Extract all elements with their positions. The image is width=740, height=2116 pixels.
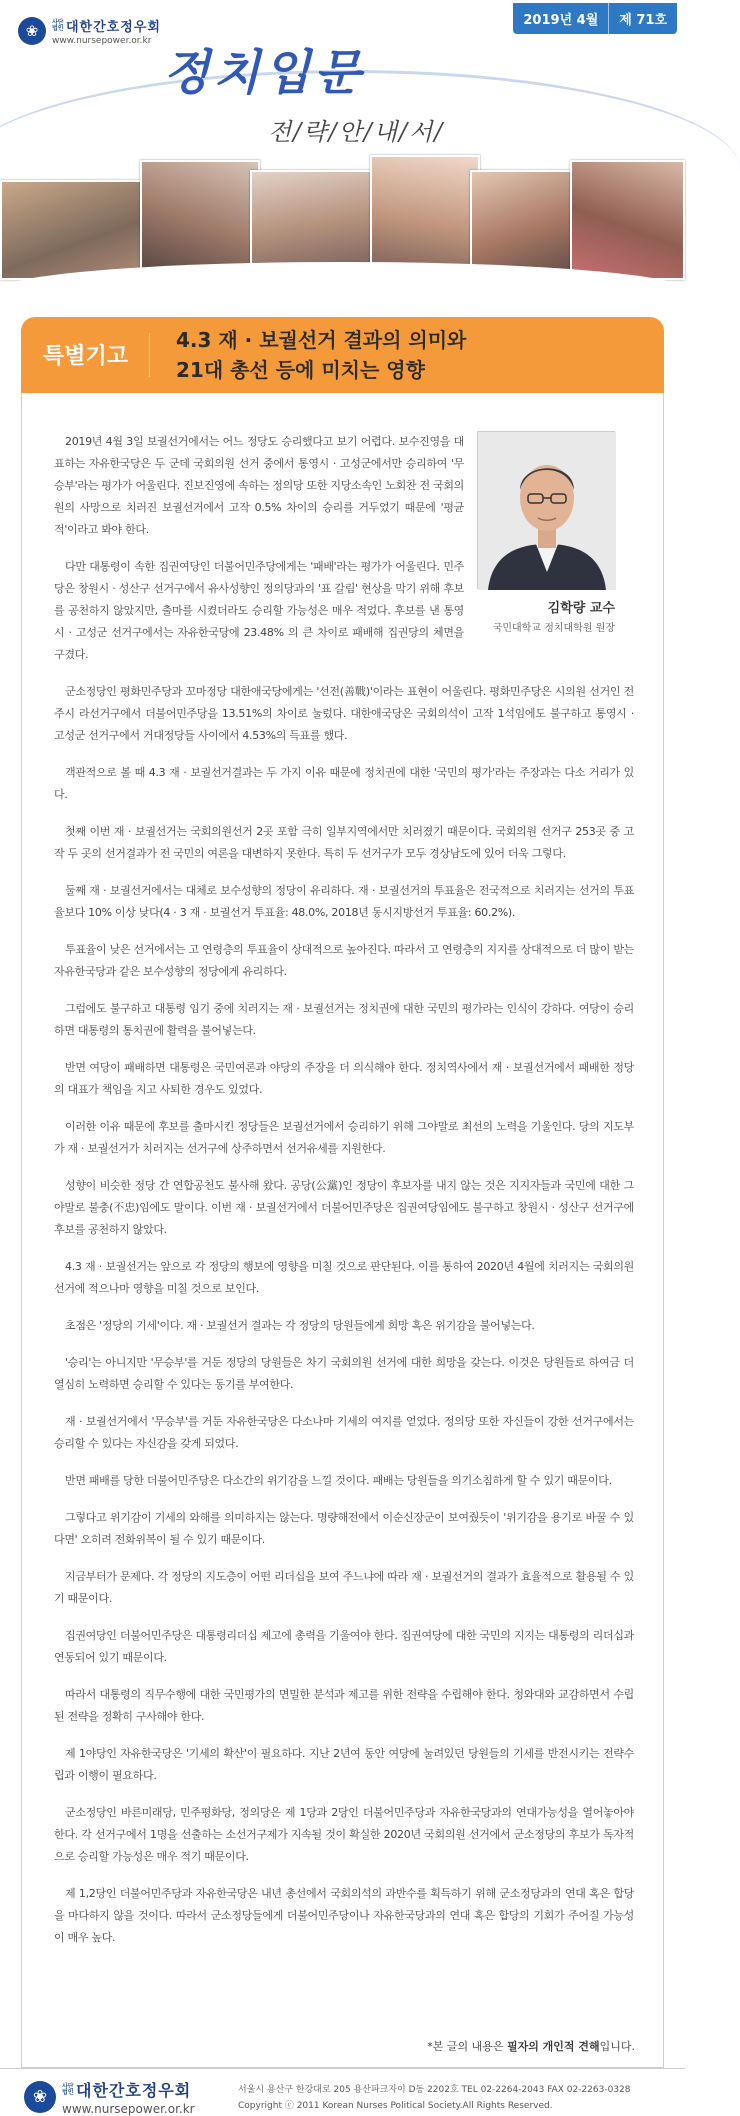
article-paragraph: 반면 패배를 당한 더불어민주당은 다소간의 위기감을 느낄 것이다. 패배는 당원들을 의기소침하게 할 수 있기 때문이다. [65,1474,612,1487]
author-name: 김학량 교수 [547,601,615,616]
article-paragraph: 군소정당인 평화민주당과 꼬마정당 대한애국당에게는 '선전(善戰)'이라는 표현이 어울린다. 평화민주당은 시의원 선거인 전주시 라선거구에서 더불어민주당을 13.51%의 차이로 눌렀다. 대한애국당은 국회의석이 고작 1석임에도 불구하고 통영시 · 고성군 선거구에서 거대정당들 사이에서 4.53%의 득표를 했다. [54,685,634,742]
article-category: 특별기고 [43,344,129,369]
newsletter-title: 정치입문 [163,45,365,101]
flower-emblem-icon: ❀ [18,17,46,45]
group-photo [0,180,150,280]
article-paragraph: 첫째 이번 재 · 보궐선거는 국회의원선거 2곳 포함 극히 일부지역에서만 치러졌기 때문이다. 국회의원 선거구 253곳 중 고작 두 곳의 선거결과가 전 국민의 여론을 대변하지 못한다. 특히 두 선거구가 모두 경상남도에 있어 더욱 그렇다. [54,825,634,860]
article-content [21,393,664,2068]
article-paragraph: 따라서 대통령의 직무수행에 대한 국민평가의 면밀한 분석과 제고를 위한 전략을 수립해야 한다. 청와대와 교감하면서 수립된 전략을 정확히 구사해야 한다. [54,1688,634,1723]
group-photo [140,160,260,270]
article-paragraph: 이러한 이유 때문에 후보를 출마시킨 정당들은 보궐선거에서 승리하기 위해 그야말로 최선의 노력을 기울인다. 당의 지도부가 재 · 보궐선거가 치러지는 선거구에 상주하면서 선거유세를 지원한다. [54,1120,634,1155]
article-paragraph: 제 1야당인 자유한국당은 '기세의 확산'이 필요하다. 지난 2년여 동안 여당에 눌려있던 당원들의 기세를 반전시키는 전략수립과 이행이 필요하다. [54,1747,634,1782]
footer-address: 서울시 용산구 한강대로 205 용산파크자이 D동 2202호 TEL 02-2264-2043 FAX 02-2263-0328 [238,2085,631,2095]
issue-info [513,3,677,34]
newsletter-header [0,0,685,290]
footer-org-name: 대한간호정우회 [76,2081,192,2100]
article-body [54,431,634,1964]
flower-emblem-icon: ❀ [24,2081,56,2113]
footer-divider [0,2068,685,2069]
footer-contact [238,2082,631,2114]
article-paragraph: '승리'는 아니지만 '무승부'를 거둔 정당의 당원들은 차기 국회의원 선거에 대한 희망을 갖는다. 이것은 당원들로 하여금 더 열심히 노력하면 승리할 수 있다는 동기를 부여한다. [54,1356,634,1391]
org-url: www.nursepower.or.kr [52,36,152,46]
article-paragraph: 그렇다고 위기감이 기세의 와해를 의미하지는 않는다. 명량해전에서 이순신장군이 보여줬듯이 '위기감을 용기로 바꿀 수 있다면' 오히려 전화위복이 될 수 있기 때문이다. [54,1511,634,1546]
title-divider [149,333,150,377]
group-photo [370,155,480,275]
org-prefix: 사단법인 [52,18,64,32]
issue-date: 2019년 4월 [523,13,599,28]
group-photo [570,160,685,280]
article-title-bar [21,317,664,393]
disclaimer-suffix: 입니다. [599,2040,635,2053]
group-photo [470,170,580,280]
disclaimer-emphasis: 필자의 개인적 견해 [506,2040,600,2053]
article-paragraph: 재 · 보궐선거에서 '무승부'를 거둔 자유한국당은 다소나마 기세의 여지를 얻었다. 정의당 또한 자신들이 강한 선거구에서는 승리할 수 있다는 자신감을 갖게 되었다. [54,1415,634,1450]
headline-line-1: 4.3 재 · 보궐선거 결과의 의미와 [176,328,467,352]
article-paragraph: 그럼에도 불구하고 대통령 임기 중에 치러지는 재 · 보궐선거는 정치권에 대한 국민의 평가라는 인식이 강하다. 여당이 승리하면 대통령의 통치권에 활력을 불어넣는다. [54,1002,634,1037]
disclaimer-prefix: *본 글의 내용은 [427,2040,507,2053]
photo-collage [0,150,685,280]
article-paragraph: 객관적으로 볼 때 4.3 재 · 보궐선거결과는 두 가지 이유 때문에 정치권에 대한 '국민의 평가'라는 주장과는 다소 거리가 있다. [54,766,634,801]
article-paragraph: 투표율이 낮은 선거에서는 고 연령층의 투표율이 상대적으로 높아진다. 따라서 고 연령층의 지지를 상대적으로 더 많이 받는 자유한국당과 같은 보수성향의 정당에게 유리하다. [54,943,634,978]
issue-number: 제 71호 [608,3,677,34]
org-logo[interactable] [18,16,161,46]
article-headline [176,325,466,385]
headline-line-2: 21대 총선 등에 미치는 영향 [176,358,425,382]
article-paragraph: 다만 대통령이 속한 집권여당인 더불어민주당에게는 '패배'라는 평가가 어울린다. 민주당은 창원시 · 성산구 선거구에서 유사성향인 정의당과의 '표 갈림' 현상을 막기 위해 후보를 공천하지 않았지만, 출마를 시켰더라도 승리할 가능성은 매우 적었다. 후보를 낸 통영시 · 고성군 선거구에서는 자유한국당에 23.48% 의 큰 차이로 패배해 집권당의 체면을 구겼다. [54,560,464,661]
footer-org-url: www.nursepower.or.kr [62,2102,195,2116]
disclaimer-note [427,2038,635,2054]
author-affiliation: 국민대학교 정치대학원 원장 [492,623,615,634]
article-paragraph: 반면 여당이 패배하면 대통령은 국민여론과 야당의 주장을 더 의식해야 한다. 정치역사에서 재 · 보궐선거에서 패배한 정당의 대표가 책임을 지고 사퇴한 경우도 있었다. [54,1061,634,1096]
footer-copyright: Copyright ⓒ 2011 Korean Nurses Political Society.All Rights Reserved. [238,2101,553,2111]
article-paragraph: 둘째 재 · 보궐선거에서는 대체로 보수성향의 정당이 유리하다. 재 · 보궐선거의 투표율은 전국적으로 치러지는 선거의 투표율보다 10% 이상 낮다(4 · 3 재 · 보궐선거 투표율: 48.0%, 2018년 동시지방선거 투표율: 60.2%). [54,884,634,919]
article-paragraph: 초점은 '정당의 기세'이다. 재 · 보궐선거 결과는 각 정당의 당원들에게 희망 혹은 위기감을 불어넣는다. [65,1319,535,1332]
footer-org-prefix: 사단법인 [62,2082,74,2096]
article-paragraph: 4.3 재 · 보궐선거는 앞으로 각 정당의 행보에 영향을 미칠 것으로 판단된다. 이를 통하여 2020년 4월에 치러지는 국회의원선거에 적으나마 영향을 미칠 것으로 보인다. [54,1260,634,1295]
article-paragraph: 성향이 비슷한 정당 간 연합공천도 불사해 왔다. 공당(公黨)인 정당이 후보자를 내지 않는 것은 지지자들과 국민에 대한 그야말로 불충(不忠)임에도 말이다. 이번 재 · 보궐선거에서 더불어민주당은 집권여당임에도 불구하고 창원시 · 성산구 선거구에 후보를 공천하지 않았다. [54,1179,634,1236]
article-paragraph: 제 1,2당인 더불어민주당과 자유한국당은 내년 총선에서 국회의석의 과반수를 획득하기 위해 군소정당과의 연대 혹은 합당을 마다하지 않을 것이다. 따라서 군소정당들에게 더불어민주당이나 자유한국당과의 연대 혹은 합당의 기회가 주어질 가능성이 매우 높다. [54,1887,634,1944]
org-name: 대한간호정우회 [66,20,161,35]
article-paragraph: 군소정당인 바른미래당, 민주평화당, 정의당은 제 1당과 2당인 더불어민주당과 자유한국당과의 연대가능성을 열어놓아야 한다. 각 선거구에서 1명을 선출하는 소선거구제가 지속될 것이 확실한 2020년 국회의원 선거에서 군소정당의 후보가 독자적으로 승리할 가능성은 매우 적기 때문이다. [54,1806,634,1863]
article-paragraph: 집권여당인 더불어민주당은 대통령리더십 제고에 총력을 기울여야 한다. 집권여당에 대한 국민의 지지는 대통령의 리더십과 연동되어 있기 때문이다. [54,1629,634,1664]
article-paragraph: 지금부터가 문제다. 각 정당의 지도층이 어떤 리더십을 보여 주느냐에 따라 재 · 보궐선거의 결과가 효율적으로 활용될 수 있기 때문이다. [54,1570,634,1605]
newsletter-subtitle: 전/략/안/내/서/ [268,118,445,146]
article-paragraph: 2019년 4월 3일 보궐선거에서는 어느 정당도 승리했다고 보기 어렵다. 보수진영을 대표하는 자유한국당은 두 군데 국회의원 선거 중에서 통영시 · 고성군에서만 승리하여 '무승부'라는 평가가 어울린다. 진보진영에 속하는 정의당 또한 지당소속인 노회찬 전 국회의원의 사망으로 치러진 보궐선거에서 고작 0.5% 차이의 승리를 거두었기 때문에 '평균적'이라고 봐야 한다. [54,435,464,536]
footer-logo[interactable] [24,2078,195,2116]
